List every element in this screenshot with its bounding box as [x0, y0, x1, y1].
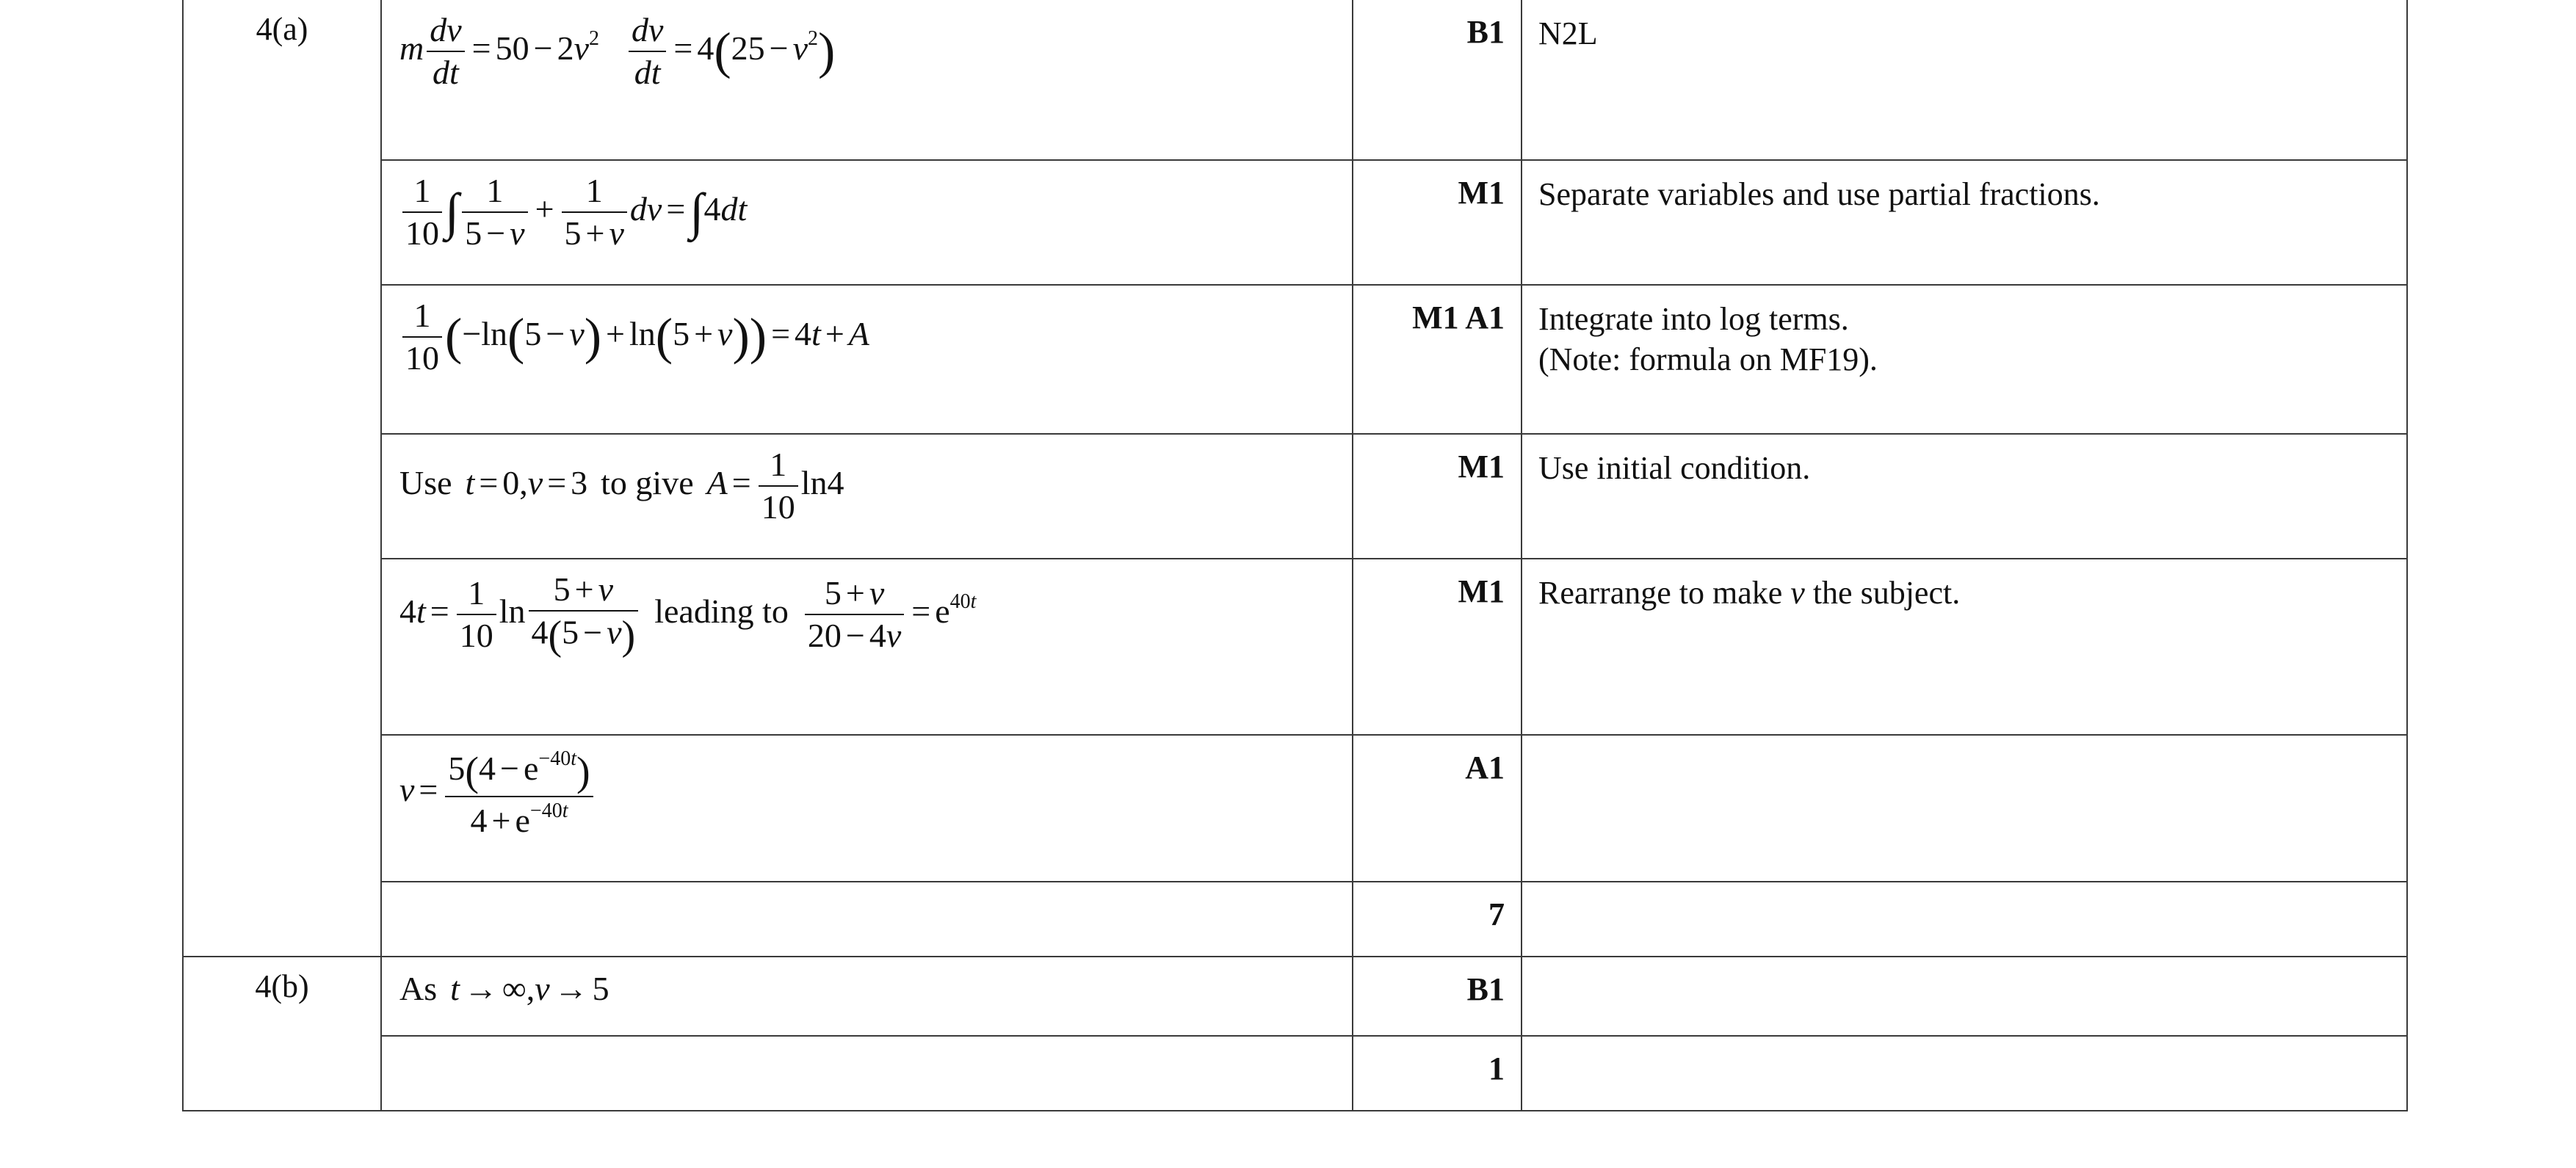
mark-cell: M1 A1 [1353, 285, 1522, 434]
answer-cell [381, 957, 1353, 1036]
guidance-cell [1522, 735, 2407, 882]
table-row [183, 957, 2407, 1036]
guidance-cell [1522, 882, 2407, 957]
guidance-cell: N2L [1522, 0, 2407, 160]
question-label: 4(b) [183, 957, 381, 1111]
total-mark-cell: 1 [1353, 1036, 1522, 1111]
answer-word: Use [399, 463, 452, 501]
table-row [183, 559, 2407, 735]
answer-cell [381, 434, 1353, 559]
guidance-line: (Note: formula on MF19). [1538, 341, 1878, 377]
table-row [183, 882, 2407, 957]
equation-log-terms: $\frac{1}{10}$ (−ln(5 − v) + ln(5 + v)) = 4t + A [399, 315, 869, 352]
mark-cell: M1 [1353, 434, 1522, 559]
equation-limit: As t → ∞,v → 5 [399, 970, 609, 1007]
answer-cell [381, 735, 1353, 882]
answer-cell [381, 559, 1353, 735]
answer-cell [381, 285, 1353, 434]
table-row [183, 285, 2407, 434]
equation-partial-fractions: $\frac{1}{10}$ ∫ $\frac{1}{5 - v}$ + $\frac{1}{5 + v}$ dv =∫4dt [399, 190, 747, 228]
equation-rearrange: 4t = $\frac{1}{10}$ ln $\frac{5 + v}{4(5 - v)}$ leading to $\frac{5 + v}{20 - 4v}$ = $e^{40t}$ [399, 570, 977, 659]
guidance-cell: Separate variables and use partial fractions. [1522, 160, 2407, 285]
guidance-cell [1522, 285, 2407, 434]
guidance-line: Integrate into log terms. [1538, 301, 1849, 337]
mark-cell: M1 [1353, 559, 1522, 735]
guidance-cell [1522, 1036, 2407, 1111]
mark-scheme-table [182, 0, 2408, 1111]
guidance-cell: Use initial condition. [1522, 434, 2407, 559]
question-label: 4(a) [183, 0, 381, 957]
table-row [183, 735, 2407, 882]
mark-cell: A1 [1353, 735, 1522, 882]
total-mark-cell: 7 [1353, 882, 1522, 957]
table-row [183, 160, 2407, 285]
table-row [183, 1036, 2407, 1111]
guidance-cell [1522, 957, 2407, 1036]
answer-cell [381, 1036, 1353, 1111]
guidance-cell [1522, 559, 2407, 735]
table-row [183, 434, 2407, 559]
answer-word: to give [601, 463, 694, 501]
table-row [183, 0, 2407, 160]
equation-initial-condition: Use t = 0,v = 3 to give A = $\frac{1}{10}$ ln4 [399, 446, 844, 526]
guidance-text: the subject. [1812, 575, 1961, 611]
answer-word: As [399, 970, 438, 1007]
guidance-text: Rearrange to make [1538, 575, 1783, 611]
mark-cell: B1 [1353, 957, 1522, 1036]
equation-n2l: m $\frac{dv}{dt}$ = $50 - 2v^2$ $\frac{dv}{dt}$ = $4(25 - v^2)$ [399, 11, 836, 91]
mark-cell: M1 [1353, 160, 1522, 285]
answer-cell [381, 0, 1353, 160]
guidance-variable: v [1790, 575, 1805, 611]
answer-word: leading to [654, 592, 789, 630]
mark-cell: B1 [1353, 0, 1522, 160]
equation-final-velocity: v = $\frac{5(4 - e^{-40t})}{4 + e^{-40t}}$ [399, 771, 596, 808]
answer-cell [381, 160, 1353, 285]
answer-cell [381, 882, 1353, 957]
